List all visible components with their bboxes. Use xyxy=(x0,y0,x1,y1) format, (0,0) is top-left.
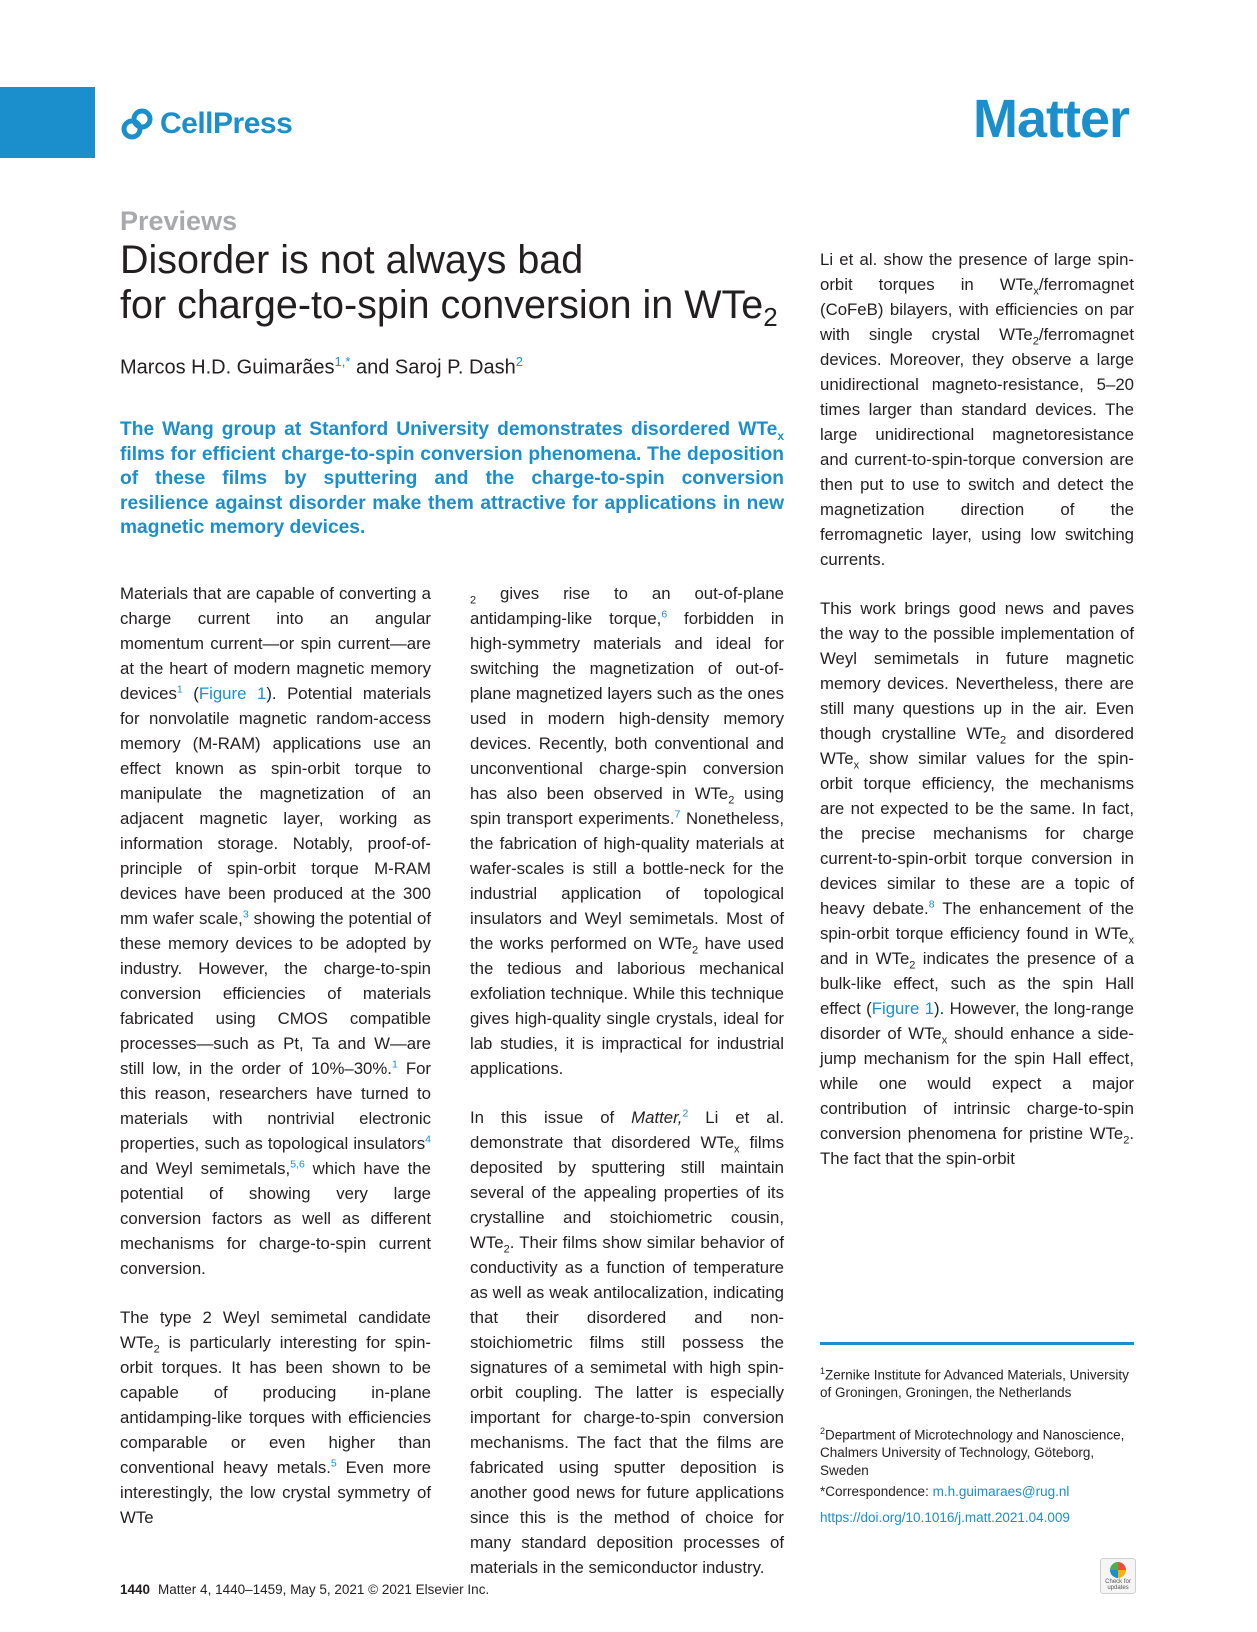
paragraph-4: Li et al. show the presence of large spin-orbit torques in WTe$_x$/ferromagnet (CoFeB) bilayers, with efficiencies on par with single crystal WTe$_2$/ferromagnet devices. Moreover, they observe a large unidirectional magneto-resistance, 5–20 times larger than standard devices. The large unidirectional magnetoresistance and current-to-spin-torque conversion are then put to use to switch and detect the magnetization direction of the ferromagnetic layer, using low switching currents. xyxy=(820,250,1134,569)
ref-link[interactable]: 5 xyxy=(330,1457,337,1470)
body-column-3 xyxy=(820,247,1134,1195)
affiliation-2: $^2$Department of Microtechnology and Nanoscience, Chalmers University of Technology, Göteborg, Sweden xyxy=(820,1426,1125,1478)
paragraph-2-start: The type 2 Weyl semimetal candidate WTe$_2$ is particularly interesting for spin-orbit torques. It has been shown to be capable of producing in-plane antidamping-like torques with efficiencies comparable or even higher than conventional heavy metals.$^5$ Even more interestingly, the low crystal symmetry of WTe xyxy=(120,1308,431,1527)
paragraph-1: Materials that are capable of converting a charge current into an angular momentum current—or spin current—are at the heart of modern magnetic memory devices$^1$ (Figure 1). Potential materials for nonvolatile magnetic random-access memory (M-RAM) applications use an effect known as spin-orbit torque to manipulate the magnetization of an adjacent magnetic layer, working as information storage. Notably, proof-of-principle of spin-orbit torque M-RAM devices have been produced at the 300 mm wafer scale,$^3$ showing the potential of these memory devices to be adopted by industry. However, the charge-to-spin conversion efficiencies of materials fabricated using CMOS compatible processes—such as Pt, Ta and W—are still low, in the order of 10%–30%.$^1$ For this reason, researchers have turned to materials with nontrivial electronic properties, such as topological insulators$^4$ and Weyl semimetals,$^{5,6}$ which have the potential of showing very large conversion factors as well as different mechanisms for charge-to-spin current conversion. xyxy=(120,584,431,1278)
page-footer xyxy=(120,1582,489,1597)
cellpress-logo[interactable] xyxy=(120,104,292,144)
paragraph-5: This work brings good news and paves the way to the possible implementation of Weyl semimetals in future magnetic memory devices. Nevertheless, there are still many questions up in the air. Even though crystalline WTe$_2$ and disordered WTe$_x$ show similar values for the spin-orbit torque efficiency, the mechanisms are not expected to be the same. In fact, the precise mechanisms for charge current-to-spin-orbit torque conversion in devices similar to these are a topic of heavy debate.$^8$ The enhancement of the spin-orbit torque efficiency found in WTe$_x$ and in WTe$_2$ indicates the presence of a bulk-like effect, such as the spin Hall effect (Figure 1). However, the long-range disorder of WTe$_x$ should enhance a side-jump mechanism for the spin Hall effect, while one would expect a major contribution of intrinsic charge-to-spin conversion phenomena for pristine WTe$_2$. The fact that the spin-orbit xyxy=(820,599,1135,1168)
ref-link[interactable]: 2 xyxy=(682,1107,689,1120)
check-updates-icon xyxy=(1110,1562,1126,1578)
brand-name: CellPress xyxy=(160,107,293,140)
doi-link[interactable]: https://doi.org/10.1016/j.matt.2021.04.009 xyxy=(820,1510,1070,1525)
citation-line: Matter 4, 1440–1459, May 5, 2021 © 2021 Elsevier Inc. xyxy=(158,1582,490,1597)
author-list: Marcos H.D. Guimarães$^{1,*}$ and Saroj P. Dash$^2$ xyxy=(120,354,523,379)
author-2: Saroj P. Dash xyxy=(394,356,516,379)
correspondence: *Correspondence: m.h.guimaraes@rug.nl xyxy=(820,1484,1070,1499)
article-title xyxy=(120,238,800,332)
corner-color-block xyxy=(0,87,95,158)
affiliation-1: $^1$Zernike Institute for Advanced Materials, University of Groningen, Groningen, the Netherlands xyxy=(820,1366,1129,1400)
ref-link[interactable]: 6 xyxy=(661,608,668,621)
section-label: Previews xyxy=(120,206,238,236)
cellpress-mark-icon xyxy=(120,107,154,141)
author-2-affiliation[interactable]: 2 xyxy=(515,354,523,369)
title-line-2: for charge-to-spin conversion in WTe$_2$ xyxy=(120,283,778,332)
paragraph-2-cont: $_2$ gives rise to an out-of-plane antidamping-like torque,$^6$ forbidden in high-symmetry materials and ideal for switching the magnetization of out-of-plane magnetized layers such as the ones used in modern high-density memory devices. Recently, both conventional and unconventional charge-spin conversion has also been observed in WTe$_2$ using spin transport experiments.$^7$ Nonetheless, the fabrication of high-quality materials at wafer-scales is still a bottle-neck for the industrial application of topological insulators and Weyl semimetals. Most of the works performed on WTe$_2$ have used the tedious and laborious mechanical exfoliation technique. While this technique gives high-quality single crystals, ideal for lab studies, it is impractical for industrial applications. xyxy=(470,584,784,1078)
ref-link[interactable]: 8 xyxy=(928,898,935,911)
title-line-1: Disorder is not always bad xyxy=(120,238,584,282)
ref-link[interactable]: 1 xyxy=(176,683,183,696)
figure-link[interactable]: Figure 1 xyxy=(871,999,935,1018)
correspondence-email[interactable]: m.h.guimaraes@rug.nl xyxy=(932,1484,1070,1499)
page-number: 1440 xyxy=(120,1582,151,1597)
journal-name[interactable]: Matter xyxy=(972,89,1129,149)
footnote-divider xyxy=(820,1342,1134,1345)
ref-link[interactable]: 1 xyxy=(391,1058,398,1071)
body-column-2 xyxy=(470,581,784,1604)
figure-link[interactable]: Figure 1 xyxy=(198,684,267,703)
paragraph-3: In this issue of Matter,$^2$ Li et al. demonstrate that disordered WTe$_x$ films deposited by sputtering still maintain several of the appealing properties of its crystalline and stoichiometric cousin, WTe$_2$. Their films show similar behavior of conductivity as a function of temperature as well as weak antilocalization, indicating that their disordered and non-stoichiometric films still possess the signatures of a semimetal with high spin-orbit coupling. The latter is especially important for charge-to-spin conversion mechanisms. The fact that the films are fabricated using sputter deposition is another good news for future applications since this is the method of choice for many standard deposition processes of materials in the semiconductor industry. xyxy=(470,1107,784,1577)
check-for-updates-badge[interactable]: Check for updates xyxy=(1100,1558,1136,1594)
ref-link[interactable]: 3 xyxy=(242,908,249,921)
body-column-1 xyxy=(120,581,431,1554)
author-1: Marcos H.D. Guimarães xyxy=(120,356,335,379)
article-summary: The Wang group at Stanford University demonstrates disordered WTe$_x$ films for efficient charge-to-spin conversion phenomena. The deposition of these films by sputtering and the charge-to-spin conversion resilience against disorder make them attractive for applications in new magnetic memory devices. xyxy=(120,419,784,538)
ref-link[interactable]: 4 xyxy=(425,1133,431,1146)
ref-link[interactable]: 7 xyxy=(674,808,681,821)
ref-link[interactable]: 5,6 xyxy=(290,1158,305,1171)
author-1-affiliation[interactable]: 1,* xyxy=(334,354,351,369)
